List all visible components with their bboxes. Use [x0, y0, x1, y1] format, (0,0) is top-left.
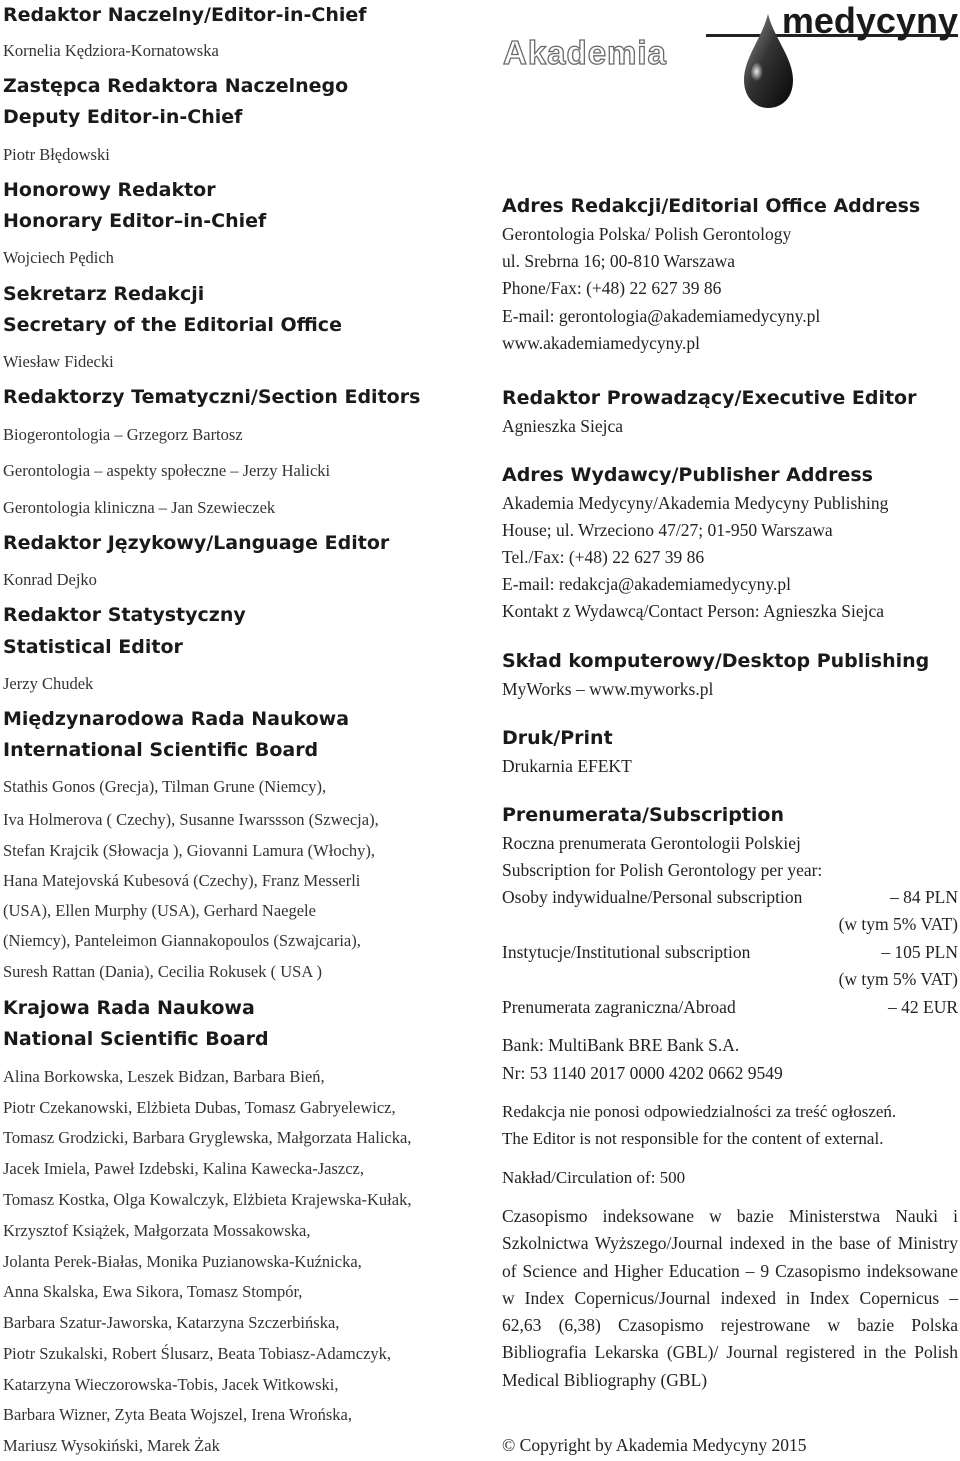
- international-board-heading-pl: Międzynarodowa Rada Naukowa: [3, 708, 350, 730]
- national-board-line: Barbara Szatur-Jaworska, Katarzyna Szczerbińska,: [3, 1313, 340, 1332]
- subscription-intro-line: Subscription for Polish Gerontology per year:: [502, 860, 823, 880]
- subscription-heading: Prenumerata/Subscription: [502, 804, 784, 826]
- institutional-subscription-label: Instytucje/Institutional subscription: [502, 942, 751, 962]
- institutional-subscription-vat: (w tym 5% VAT): [838, 969, 958, 989]
- national-board-line: Jacek Imiela, Paweł Izdebski, Kalina Kawecka-Jaszcz,: [3, 1159, 364, 1178]
- publisher-line: Kontakt z Wydawcą/Contact Person: Agnieszka Siejca: [502, 601, 885, 621]
- editor-in-chief-heading: Redaktor Naczelny/Editor-in-Chief: [3, 4, 367, 26]
- international-board-line: Hana Matejovská Kubesová (Czechy), Franz Messerli: [3, 871, 361, 890]
- indexing-paragraph: Czasopismo indeksowane w bazie Ministerstwa Nauki i Szkolnictwa Wyższego/Journal indexed in the base of Ministry of Science and Higher Education – 9 Czasopismo indeksowane w Index Copernicus/Journal indexed in Index Copernicus – 62,63 (6,38) Czasopismo rejestrowane w bazie Polska Bibliografia Lekarska (GBL)/ Journal registered in the Polish Medical Bibliography (GBL): [502, 1206, 958, 1390]
- bank-line: Bank: MultiBank BRE Bank S.A.: [502, 1035, 740, 1055]
- personal-subscription-vat: (w tym 5% VAT): [838, 914, 958, 934]
- copyright-text: © Copyright by Akademia Medycyny 2015: [502, 1435, 807, 1455]
- international-board-line: Suresh Rattan (Dania), Cecilia Rokusek ( USA ): [3, 962, 322, 981]
- publisher-line: Tel./Fax: (+48) 22 627 39 86: [502, 547, 705, 567]
- editorial-office-heading: Adres Redakcji/Editorial Office Address: [502, 195, 921, 217]
- office-email-link[interactable]: E-mail: gerontologia@akademiamedycyny.pl: [502, 306, 821, 326]
- executive-editor-name: Agnieszka Siejca: [502, 416, 623, 436]
- disclaimer-line: Redakcja nie ponosi odpowiedzialności za treść ogłoszeń.: [502, 1102, 897, 1121]
- national-board-line: Piotr Szukalski, Robert Ślusarz, Beata Tobiasz-Adamczyk,: [3, 1344, 392, 1363]
- statistical-heading-pl: Redaktor Statystyczny: [3, 604, 246, 626]
- international-board-line: (USA), Ellen Murphy (USA), Gerhard Naegele: [3, 901, 316, 920]
- disclaimer-line: The Editor is not responsible for the content of external.: [502, 1129, 884, 1148]
- national-board-line: Piotr Czekanowski, Elżbieta Dubas, Tomasz Gabryelewicz,: [3, 1098, 396, 1117]
- subscription-intro-line: Roczna prenumerata Gerontologii Polskiej: [502, 833, 801, 853]
- international-board-line: (Niemcy), Panteleimon Giannakopoulos (Szwajcaria),: [3, 931, 361, 950]
- circulation-text: Nakład/Circulation of: 500: [502, 1168, 686, 1187]
- editor-in-chief-name: Kornelia Kędziora-Kornatowska: [3, 41, 219, 60]
- deputy-name: Piotr Błędowski: [3, 145, 110, 164]
- section-editors-heading: Redaktorzy Tematyczni/Section Editors: [3, 386, 421, 408]
- statistical-heading-en: Statistical Editor: [3, 636, 183, 658]
- national-board-line: Alina Borkowska, Leszek Bidzan, Barbara Bień,: [3, 1067, 325, 1086]
- personal-subscription-row: [502, 884, 958, 911]
- print-value: Drukarnia EFEKT: [502, 756, 632, 776]
- language-editor-heading: Redaktor Językowy/Language Editor: [3, 532, 390, 554]
- dtp-value: MyWorks – www.myworks.pl: [502, 679, 714, 699]
- secretary-name: Wiesław Fidecki: [3, 352, 114, 371]
- international-board-heading-en: International Scientific Board: [3, 739, 319, 761]
- international-board-line: Stefan Krajcik (Słowacja ), Giovanni Lamura (Włochy),: [3, 841, 376, 860]
- national-board-heading-en: National Scientific Board: [3, 1028, 269, 1050]
- publisher-line: House; ul. Wrzeciono 47/27; 01-950 Warszawa: [502, 520, 833, 540]
- logo-word-medycyny: medycyny: [781, 0, 958, 41]
- deputy-heading-en: Deputy Editor-in-Chief: [3, 106, 243, 128]
- international-board-line: Iva Holmerova ( Czechy), Susanne Iwarssson (Szwecja),: [3, 810, 379, 829]
- drop-highlight: [751, 62, 767, 86]
- national-board-line: Mariusz Wysokiński, Marek Żak: [3, 1436, 220, 1455]
- office-line: Phone/Fax: (+48) 22 627 39 86: [502, 278, 722, 298]
- secretary-heading-pl: Sekretarz Redakcji: [3, 283, 205, 305]
- institutional-subscription-row: [502, 939, 958, 966]
- abroad-subscription-price: – 42 EUR: [888, 997, 958, 1017]
- international-board-line: Stathis Gonos (Grecja), Tilman Grune (Niemcy),: [3, 777, 327, 796]
- national-board-line: Barbara Wizner, Zyta Beata Wojszel, Irena Wrońska,: [3, 1405, 352, 1424]
- national-board-heading-pl: Krajowa Rada Naukowa: [3, 997, 255, 1019]
- national-board-line: Krzysztof Książek, Małgorzata Mossakowska,: [3, 1221, 311, 1240]
- national-board-line: Tomasz Kostka, Olga Kowalczyk, Elżbieta Krajewska-Kułak,: [3, 1190, 412, 1209]
- section-editor-item: Gerontologia kliniczna – Jan Szewieczek: [3, 498, 276, 517]
- abroad-subscription-row: [502, 994, 958, 1021]
- honorary-heading-en: Honorary Editor–in-Chief: [3, 210, 267, 232]
- institutional-subscription-price: – 105 PLN: [881, 942, 958, 962]
- personal-subscription-price: – 84 PLN: [889, 887, 958, 907]
- akademia-medycyny-logo: [500, 0, 960, 110]
- bank-account-line: Nr: 53 1140 2017 0000 4202 0662 9549: [502, 1063, 783, 1083]
- statistical-editor-name: Jerzy Chudek: [3, 674, 94, 693]
- national-board-line: Jolanta Perek-Białas, Monika Puzianowska-Kuźnicka,: [3, 1252, 362, 1271]
- publisher-line: Akademia Medycyny/Akademia Medycyny Publishing: [502, 493, 889, 513]
- dtp-heading: Skład komputerowy/Desktop Publishing: [502, 650, 930, 672]
- office-website-link[interactable]: www.akademiamedycyny.pl: [502, 333, 700, 353]
- publisher-email-link[interactable]: E-mail: redakcja@akademiamedycyny.pl: [502, 574, 792, 594]
- office-line: Gerontologia Polska/ Polish Gerontology: [502, 224, 792, 244]
- national-board-line: Anna Skalska, Ewa Sikora, Tomasz Stompór,: [3, 1282, 303, 1301]
- abroad-subscription-label: Prenumerata zagraniczna/Abroad: [502, 997, 736, 1017]
- executive-editor-heading: Redaktor Prowadzący/Executive Editor: [502, 387, 917, 409]
- honorary-heading-pl: Honorowy Redaktor: [3, 179, 216, 201]
- publisher-heading: Adres Wydawcy/Publisher Address: [502, 464, 873, 486]
- honorary-name: Wojciech Pędich: [3, 248, 114, 267]
- section-editor-item: Gerontologia – aspekty społeczne – Jerzy Halicki: [3, 461, 331, 480]
- deputy-heading-pl: Zastępca Redaktora Naczelnego: [3, 75, 349, 97]
- office-line: ul. Srebrna 16; 00-810 Warszawa: [502, 251, 735, 271]
- language-editor-name: Konrad Dejko: [3, 570, 97, 589]
- logo-word-akademia: Akademia: [503, 34, 667, 71]
- personal-subscription-label: Osoby indywidualne/Personal subscription: [502, 887, 803, 907]
- national-board-line: Tomasz Grodzicki, Barbara Gryglewska, Małgorzata Halicka,: [3, 1128, 412, 1147]
- section-editor-item: Biogerontologia – Grzegorz Bartosz: [3, 425, 243, 444]
- secretary-heading-en: Secretary of the Editorial Office: [3, 314, 342, 336]
- national-board-line: Katarzyna Wieczorowska-Tobis, Jacek Witkowski,: [3, 1375, 339, 1394]
- print-heading: Druk/Print: [502, 727, 613, 749]
